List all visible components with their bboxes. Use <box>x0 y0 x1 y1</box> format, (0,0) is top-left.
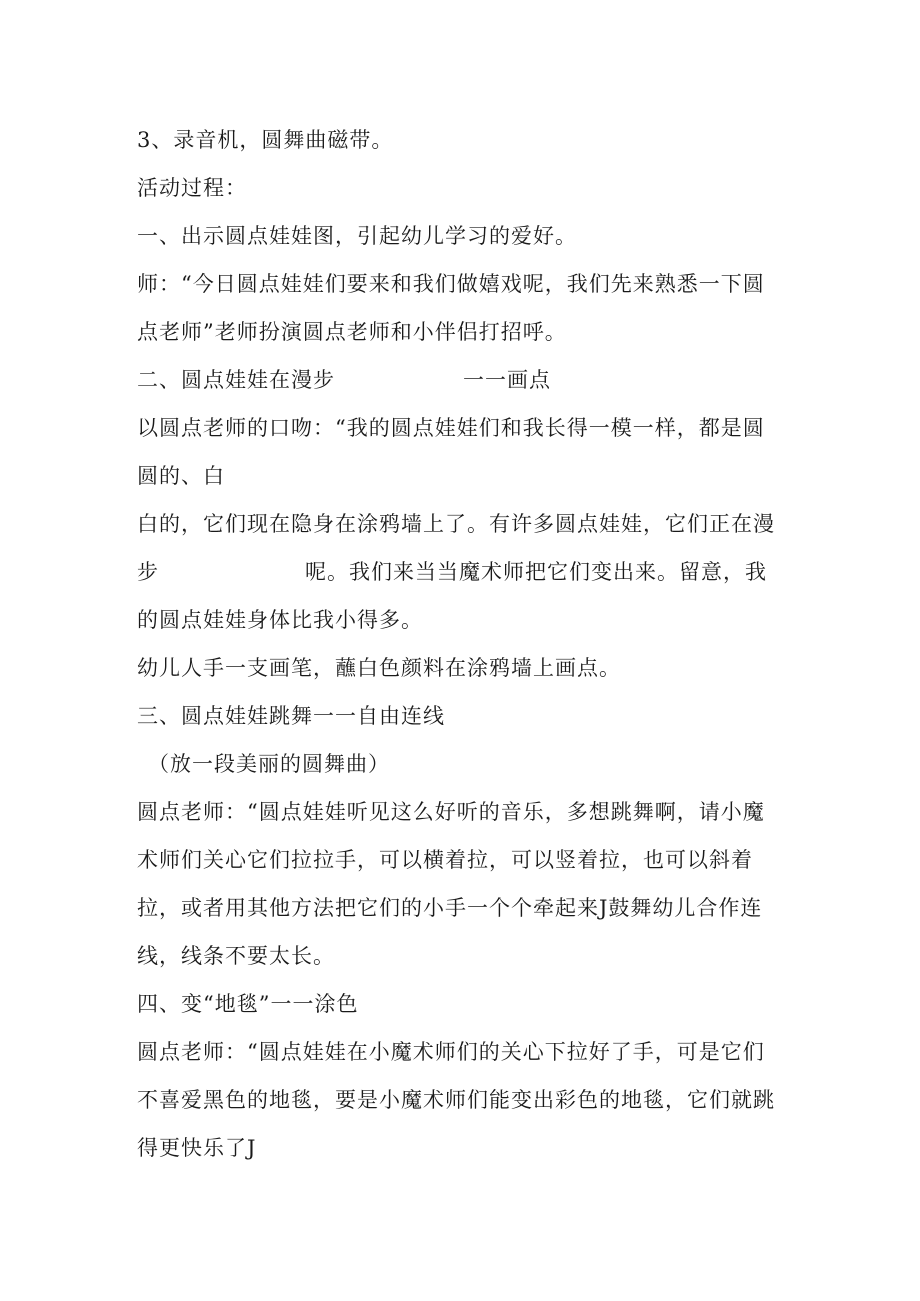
text-line: 白的，它们现在隐身在涂鸦墙上了。有许多圆点娃娃，它们正在漫 <box>137 512 775 536</box>
text-line: 师：“今日圆点娃娃们要来和我们做嬉戏呢，我们先来熟悉一下圆 <box>137 272 765 296</box>
section-heading: 三、圆点娃娃跳舞一一自由连线 <box>137 704 445 728</box>
text-line: 线，线条不要太长。 <box>137 944 335 968</box>
section-heading: 一、出示圆点娃娃图，引起幼儿学习的爱好。 <box>137 224 577 248</box>
text-line: 点老师”老师扮演圆点老师和小伴侣打招呼。 <box>137 320 567 344</box>
text-line: 活动过程： <box>137 176 247 200</box>
text-line: 术师们关心它们拉拉手，可以横着拉，可以竖着拉，也可以斜着 <box>137 848 753 872</box>
text-line: 3、录音机，圆舞曲磁带。 <box>137 128 394 152</box>
heading-right: 一一画点 <box>463 368 551 392</box>
text-line: 的圆点娃娃身体比我小得多。 <box>137 608 423 632</box>
text-line: 不喜爱黑色的地毯，要是小魔术师们能变出彩色的地毯，它们就跳 <box>137 1088 775 1112</box>
text-line: 得更快乐了J <box>137 1136 257 1160</box>
line-left: 步 <box>137 560 159 584</box>
text-line: 圆点老师：“圆点娃娃听见这么好听的音乐，多想跳舞啊，请小魔 <box>137 800 765 824</box>
text-line: 幼儿人手一支画笔，蘸白色颜料在涂鸦墙上画点。 <box>137 656 621 680</box>
text-line <box>137 558 767 586</box>
text-line: （放一段美丽的圆舞曲） <box>148 752 390 776</box>
text-line: 拉，或者用其他方法把它们的小手一个个牵起来J鼓舞幼儿合作连 <box>137 896 763 920</box>
text-line: 圆的、白 <box>137 464 225 488</box>
text-line: 圆点老师：“圆点娃娃在小魔术师们的关心下拉好了手，可是它们 <box>137 1040 765 1064</box>
heading-left: 二、圆点娃娃在漫步 <box>137 368 335 392</box>
section-heading <box>137 366 551 394</box>
section-heading: 四、变“地毯”一一涂色 <box>137 992 359 1016</box>
line-right: 呢。我们来当当魔术师把它们变出来。留意，我 <box>305 560 767 584</box>
text-line: 以圆点老师的口吻：“我的圆点娃娃们和我长得一模一样，都是圆 <box>137 416 765 440</box>
